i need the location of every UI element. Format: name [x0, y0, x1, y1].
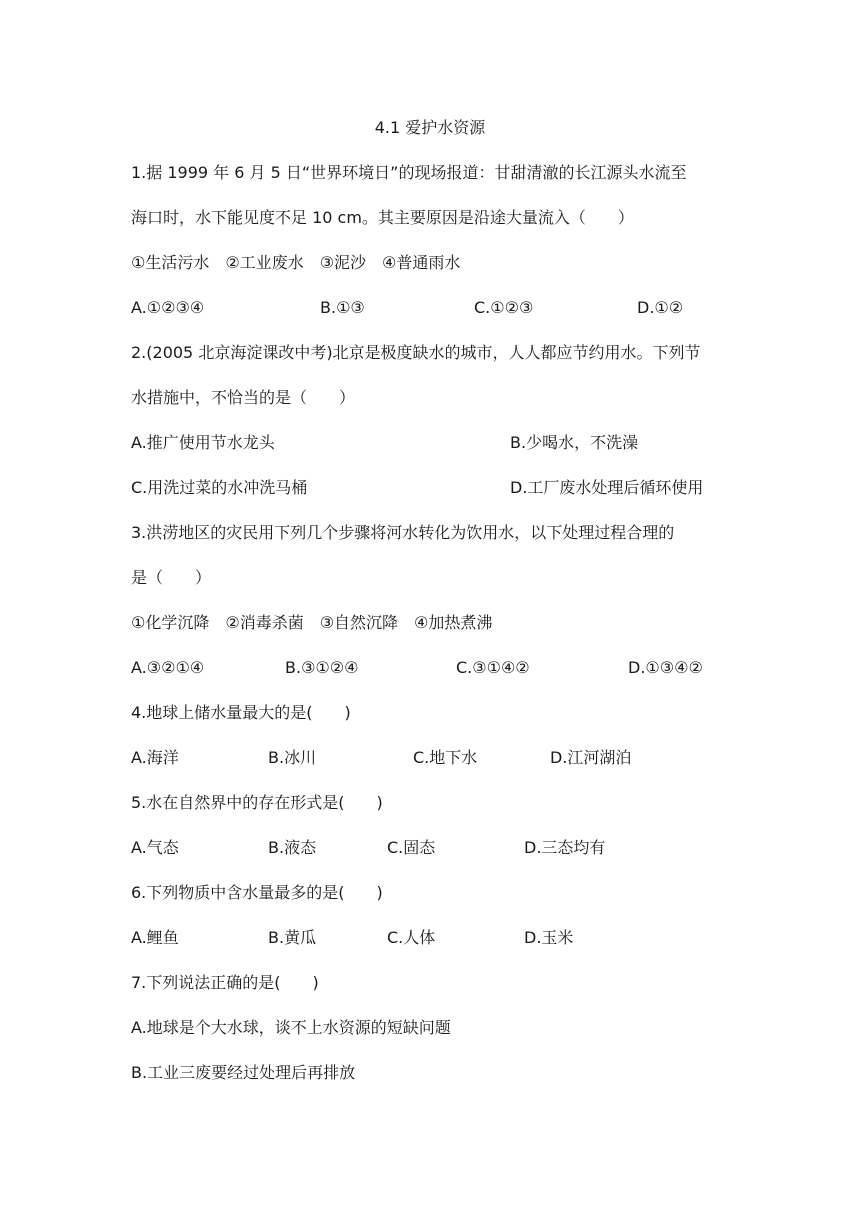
q2-option-d: D.工厂废水处理后循环使用 — [510, 478, 704, 497]
q1-option-a: A.①②③④ — [131, 298, 205, 317]
q3-items: ①化学沉降 ②消毒杀菌 ③自然沉降 ④加热煮沸 — [131, 613, 493, 632]
q3-option-a: A.③②①④ — [131, 658, 205, 677]
q1-stem-line1: 1.据 1999 年 6 月 5 日“世界环境日”的现场报道：甘甜清澈的长江源头水流至 — [131, 163, 687, 182]
q5-option-c: C.固态 — [387, 838, 436, 857]
q2-stem-line1: 2.(2005 北京海淀课改中考)北京是极度缺水的城市，人人都应节约用水。下列节 — [131, 343, 701, 362]
q4-option-c: C.地下水 — [413, 748, 478, 767]
q6-option-d: D.玉米 — [524, 928, 574, 947]
q3-option-c: C.③①④② — [456, 658, 530, 677]
q5-option-b: B.液态 — [268, 838, 317, 857]
q6-stem: 6.下列物质中含水量最多的是( ) — [131, 883, 383, 902]
q1-stem-line2: 海口时，水下能见度不足 10 cm。其主要原因是沿途大量流入（ ） — [131, 208, 634, 227]
q6-option-a: A.鲤鱼 — [131, 928, 179, 947]
q3-stem-line1: 3.洪涝地区的灾民用下列几个步骤将河水转化为饮用水，以下处理过程合理的 — [131, 523, 675, 542]
q7-option-a: A.地球是个大水球，谈不上水资源的短缺问题 — [131, 1018, 451, 1037]
q6-option-c: C.人体 — [387, 928, 436, 947]
q4-option-a: A.海洋 — [131, 748, 179, 767]
q3-stem-line2: 是（ ） — [131, 568, 212, 587]
q5-option-a: A.气态 — [131, 838, 179, 857]
q3-option-b: B.③①②④ — [285, 658, 359, 677]
q4-option-b: B.冰川 — [268, 748, 317, 767]
page-title: 4.1 爱护水资源 — [374, 118, 486, 137]
q2-option-a: A.推广使用节水龙头 — [131, 433, 275, 452]
q7-stem: 7.下列说法正确的是( ) — [131, 973, 319, 992]
q1-option-c: C.①②③ — [474, 298, 534, 317]
q3-option-d: D.①③④② — [628, 658, 703, 677]
q2-option-c: C.用洗过菜的水冲洗马桶 — [131, 478, 308, 497]
q7-option-b: B.工业三废要经过处理后再排放 — [131, 1063, 356, 1082]
q4-stem: 4.地球上储水量最大的是( ) — [131, 703, 351, 722]
q1-items: ①生活污水 ②工业废水 ③泥沙 ④普通雨水 — [131, 253, 461, 272]
q2-stem-line2: 水措施中，不恰当的是（ ） — [131, 388, 356, 407]
q5-stem: 5.水在自然界中的存在形式是( ) — [131, 793, 383, 812]
q6-option-b: B.黄瓜 — [268, 928, 317, 947]
q1-option-b: B.①③ — [320, 298, 365, 317]
q1-option-d: D.①② — [637, 298, 684, 317]
q5-option-d: D.三态均有 — [524, 838, 606, 857]
q2-option-b: B.少喝水，不洗澡 — [510, 433, 639, 452]
q4-option-d: D.江河湖泊 — [550, 748, 632, 767]
